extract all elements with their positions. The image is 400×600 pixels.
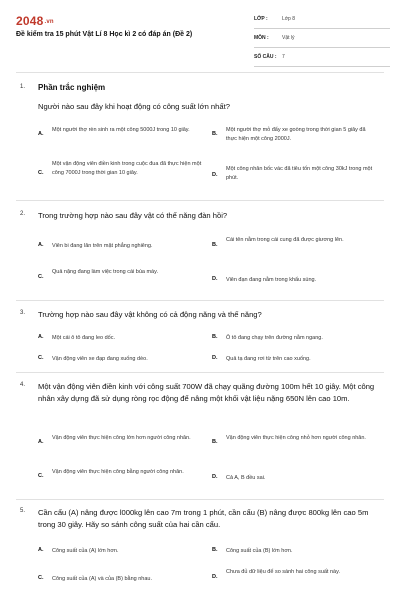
meta-value: 7 xyxy=(282,54,285,60)
question-divider xyxy=(16,372,384,373)
option-text: Vận động viên thực hiện công bằng người công nhân. xyxy=(52,469,184,475)
option-text: Một vận động viên điền kinh trong cuộc đua đã thực hiện một công 7000J trong thời gian 10 giây. xyxy=(52,161,202,176)
question-text: Người nào sau đây khi hoạt động có công suất lớn nhất? xyxy=(38,102,230,111)
header-divider xyxy=(16,72,384,73)
question-divider xyxy=(16,200,384,201)
option-text: Vận động viên thực hiện công nhỏ hơn người công nhân. xyxy=(226,435,366,441)
option-text: Vận động viên xe đạp đang xuống dèo. xyxy=(52,356,148,362)
meta-table xyxy=(254,10,390,67)
question-number: 5. xyxy=(20,508,26,514)
option-text: Một người thợ mỏ đẩy xe goòng trong thời gian 5 giây đã thực hiện một công 2000J. xyxy=(226,127,366,142)
question-number: 4. xyxy=(20,382,26,388)
section-number: 1. xyxy=(20,84,26,90)
option-letter: D. xyxy=(212,574,218,580)
option-text: Một người thợ rèn sinh ra một công 5000J trong 10 giây. xyxy=(52,127,190,133)
meta-row-count xyxy=(254,48,390,67)
option-text: Viên bi đang lăn trên mặt phẳng nghiêng. xyxy=(52,243,153,249)
question-text: Cần cẩu (A) nâng được l000kg lên cao 7m trong 1 phút, cần cẩu (B) nâng được 800kg lên cao 5m trong 30 giây. Hãy so sánh công suất của hai cần cẩu. xyxy=(38,508,369,529)
option-letter: B. xyxy=(212,242,218,248)
question-number: 3. xyxy=(20,310,26,316)
option-letter: A. xyxy=(38,547,44,553)
meta-key: LỚP : xyxy=(254,16,268,22)
option-letter: D. xyxy=(212,355,218,361)
option-text: Quả tạ đang rơi từ trên cao xuống. xyxy=(226,356,311,362)
meta-row-subject xyxy=(254,29,390,48)
option-text: Một cái ô tô đang leo dốc. xyxy=(52,335,115,341)
option-text: Viên đạn đang nằm trong khẩu súng. xyxy=(226,277,317,283)
logo-text: 2048 xyxy=(16,14,44,28)
option-text: Vận động viên thực hiện công lớn hơn người công nhân. xyxy=(52,435,191,441)
option-text: Công suất của (B) lớn hơn. xyxy=(226,548,293,554)
meta-value: Lớp 8 xyxy=(282,16,296,22)
option-letter: C. xyxy=(38,274,44,280)
question-text: Trong trường hợp nào sau đây vật có thế năng đàn hồi? xyxy=(38,211,228,220)
option-text: Công suất của (A) và của (B) bằng nhau. xyxy=(52,576,152,582)
option-text: Ô tô đang chạy trên đường nằm ngang. xyxy=(226,335,323,341)
option-letter: D. xyxy=(212,474,218,480)
option-text: Chưa đủ dữ liệu để so sánh hai công suất này. xyxy=(226,569,340,575)
option-letter: B. xyxy=(212,334,218,340)
page-header xyxy=(0,0,400,68)
question-text: Trường hợp nào sau đây vật không có cả động năng và thế năng? xyxy=(38,310,262,319)
meta-key: SỐ CÂU : xyxy=(254,54,277,60)
question-number: 2. xyxy=(20,211,26,217)
option-letter: A. xyxy=(38,131,44,137)
section-title: Phần trắc nghiệm xyxy=(38,83,106,92)
option-letter: C. xyxy=(38,473,44,479)
option-letter: B. xyxy=(212,547,218,553)
option-letter: A. xyxy=(38,439,44,445)
option-letter: C. xyxy=(38,575,44,581)
meta-row-class xyxy=(254,10,390,29)
option-letter: C. xyxy=(38,170,44,176)
option-letter: B. xyxy=(212,131,218,137)
option-letter: B. xyxy=(212,439,218,445)
option-letter: A. xyxy=(38,242,44,248)
option-text: Quả nặng đang làm việc trong cái búa máy. xyxy=(52,269,158,275)
option-letter: D. xyxy=(212,276,218,282)
option-letter: C. xyxy=(38,355,44,361)
document-title: Đề kiểm tra 15 phút Vật Lí 8 Học kì 2 có đáp án (Đề 2) xyxy=(16,31,193,38)
option-text: Công suất của (A) lớn hơn. xyxy=(52,548,119,554)
option-letter: D. xyxy=(212,172,218,178)
option-text: Cả A, B đều sai. xyxy=(226,475,266,481)
question-divider xyxy=(16,300,384,301)
option-text: Một công nhân bốc vác đã tiêu tốn một công 30kJ trong một phút. xyxy=(226,166,373,181)
logo-suffix: .vn xyxy=(44,19,54,25)
option-text: Cái tên nằm trong cái cung đã được giương lên. xyxy=(226,237,344,243)
meta-value: Vật lý xyxy=(282,35,295,41)
question-divider xyxy=(16,499,384,500)
meta-key: MÔN : xyxy=(254,35,269,41)
option-letter: A. xyxy=(38,334,44,340)
question-text: Một vận động viên điền kinh với công suất 700W đã chạy quãng đường 100m hết 10 giây. Một công nhân xây dựng đã sử dụng ròng rọc động để nâng một khối vật liệu nặng 650N lên cao 10m. xyxy=(38,382,375,403)
site-logo[interactable] xyxy=(16,14,54,28)
